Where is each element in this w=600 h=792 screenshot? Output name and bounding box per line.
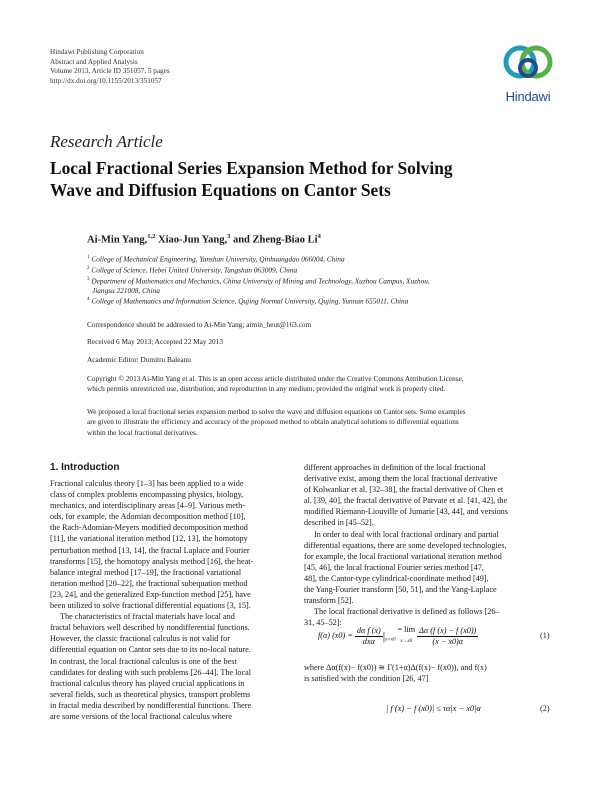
equation-explanation — [304, 662, 554, 684]
left-column — [50, 478, 300, 722]
text-line: derivative exist, among them the local fractional derivative — [304, 474, 498, 484]
editor-line: Academic Editor: Dumitru Baleanu — [87, 355, 191, 364]
eq1-fraction-2: $\frac{\Delta\alpha (f (x) - f (x0))}{(x - x0)\alpha}$ — [419, 625, 477, 646]
text-line: Fractional calculus theory [1–3] has been applied to a wide — [50, 479, 244, 488]
author-list — [87, 233, 321, 246]
publisher-name: Hindawi Publishing Corporation — [50, 48, 144, 56]
text-line: of Kolwankar et al. [32–38], the fractal derivative of Chen et — [304, 485, 504, 495]
affiliation: $^4$ College of Mathematics and Information Science, Qujing Normal University, Qujing, Yunnan 655011, China — [87, 296, 409, 306]
author-name: Ai-Min Yang, — [87, 234, 148, 246]
text-line: fractional calculus theory has played crucial applications in — [50, 678, 245, 688]
eq1-lhs: f(α) (x0) = — [318, 630, 353, 640]
author-affil-mark: 1,2 — [147, 233, 156, 240]
author-name: Xiao-Jun Yang, — [155, 234, 228, 246]
text-line: mechanics, and interdisciplinary areas [4–9]. Various meth- — [50, 501, 245, 511]
title-line: Wave and Diffusion Equations on Cantor Sets — [50, 180, 391, 200]
eq1-eval-point: x=x0 — [385, 637, 396, 643]
text-line: transforms [15], the homotopy analysis method [16], the heat- — [50, 556, 254, 566]
text-line: iteration method [20–22], the fractional subequation method — [50, 578, 248, 588]
text-line: different approaches in definition of the local fractional — [304, 463, 486, 472]
text-line: perturbation method [13, 14], the fractal Laplace and Fourier — [50, 545, 250, 555]
text-line: several fields, such as theoretical physics, transport problems — [50, 689, 251, 699]
text-line: In order to deal with local fractional ordinary and partial — [314, 529, 499, 539]
author-affil-mark: 4 — [317, 233, 321, 240]
affiliation-list — [87, 253, 557, 306]
article-title — [50, 157, 520, 201]
author-affil-mark: 3 — [227, 233, 231, 240]
right-column — [304, 462, 554, 628]
text-line: However, the classic fractional calculus is not valid for — [50, 634, 230, 644]
text-line: [11], the variational iteration method [12, 13], the homotopy — [50, 534, 248, 544]
hindawi-rings-icon — [498, 40, 558, 88]
doi-link[interactable]: http://dx.doi.org/10.1155/2013/351057 — [50, 76, 162, 85]
text-line: [23, 24], and the generalized Exp-function method [25], have — [50, 589, 251, 599]
text-line: differential equations, there are some developed technologies, — [304, 540, 507, 550]
text-line: been utilized to solve fractional differential equations [3, 15]. — [50, 601, 251, 611]
author-name: and Zheng-Biao Li — [230, 234, 318, 246]
text-line: are some versions of the local fractional calculus where — [50, 711, 232, 721]
text-line: fractal behaviors well described by nondifferential functions. — [50, 623, 250, 633]
dates-line: Received 6 May 2013; Accepted 22 May 2013 — [87, 337, 223, 346]
text-line: described in [45–52]. — [304, 518, 374, 528]
text-line: [45, 46], the local fractional Fourier series method [47, — [304, 562, 484, 572]
equation-1 — [318, 625, 478, 647]
section-heading: 1. Introduction — [50, 462, 120, 473]
text-line: is satisfied with the condition [26, 47] — [304, 674, 429, 684]
text-line: differential equation on Cantor sets due to its no-local nature. — [50, 645, 251, 655]
equation-2: | f (x) − f (x0)| ≤ τα|x − x0|α — [386, 704, 481, 713]
eq1-limit: = lim x→x0 — [397, 625, 416, 644]
text-line: modified Riemann-Liouville of Jumarie [43, 44], and versions — [304, 507, 508, 517]
affiliation: $^3$ Department of Mathematics and Mechanics, China University of Mining and Technology, Xuzhou Campus, Xuzhou, — [87, 276, 430, 286]
text-line: al. [39, 40], the fractal derivative of Parvate et al. [41, 42], the — [304, 496, 508, 506]
text-line: 48], the Cantor-type cylindrical-coordinate method [49], — [304, 573, 489, 583]
text-line: ods, for example, the Adomian decomposition method [10], — [50, 512, 246, 522]
text-line: where Δα(f(x)− f(x0)) ≅ Γ(1+α)Δ(f(x)− f(x0)), and f(x) — [304, 663, 487, 672]
volume-info: Volume 2013, Article ID 351057, 5 pages — [50, 67, 170, 76]
eq1-fraction-1: $\frac{\text{dα f (x)}}{\text{dxα}}$ — [356, 625, 381, 646]
article-type-label: Research Article — [50, 132, 163, 151]
affiliation: $^2$ College of Science, Hebei United University, Tangshan 063009, China — [87, 265, 298, 275]
text-line: 31, 45–52]: — [304, 618, 342, 628]
affiliation: $^1$ College of Mechanical Engineering, Yanshan University, Qinhuangdao 066004, China — [87, 254, 345, 264]
hindawi-wordmark: Hindawi — [505, 89, 551, 104]
equation-2-number: (2) — [540, 704, 550, 713]
text-line: candidates for dealing with such problems [26–44]. The local — [50, 667, 252, 677]
text-line: in fractal media described by nondifferential functions. There — [50, 700, 252, 710]
hindawi-logo — [498, 40, 558, 106]
journal-name: Abstract and Applied Analysis — [50, 57, 138, 66]
text-line: The characteristics of fractal materials have local and — [60, 612, 235, 622]
text-line: transform [52]. — [304, 596, 354, 606]
copyright-notice: Copyright © 2013 Ai-Min Yang et al. This is an open access article distributed under the Creative Commons Attribution License, which permits unrestricted use, distribution, and reproduction in any medium, provided the original work is properly cited. — [87, 374, 464, 394]
journal-info — [50, 48, 170, 86]
text-line: The local fractional derivative is defined as follows [26– — [314, 607, 500, 617]
text-line: class of complex problems encompassing physics, biology, — [50, 490, 244, 500]
text-line: the Yang-Fourier transform [50, 51], and the Yang-Laplace — [304, 585, 497, 595]
text-line: balance integral method [17–19], the fractional variational — [50, 567, 242, 577]
eq1-eval-bar: | — [382, 629, 386, 643]
affiliation: Jiangsu 221008, China — [92, 285, 160, 295]
text-line: In contrast, the local fractional calculus is one of the best — [50, 656, 237, 666]
title-line: Local Fractional Series Expansion Method for Solving — [50, 158, 453, 178]
text-line: the Rach-Adomian-Meyers modified decomposition method — [50, 523, 248, 533]
text-line: for example, the local fractional variational iteration method — [304, 551, 502, 561]
abstract: We proposed a local fractional series expansion method to solve the wave and diffusion equations on Cantor sets. Some examples are given to illustrate the efficiency and accuracy of the proposed method to obtain analytical solutions to differential equations within the local fractional derivatives. — [87, 407, 466, 437]
correspondence-line: Correspondence should be addressed to Ai-Min Yang; aimin_heut@163.com — [87, 320, 312, 329]
equation-1-number: (1) — [540, 631, 550, 640]
